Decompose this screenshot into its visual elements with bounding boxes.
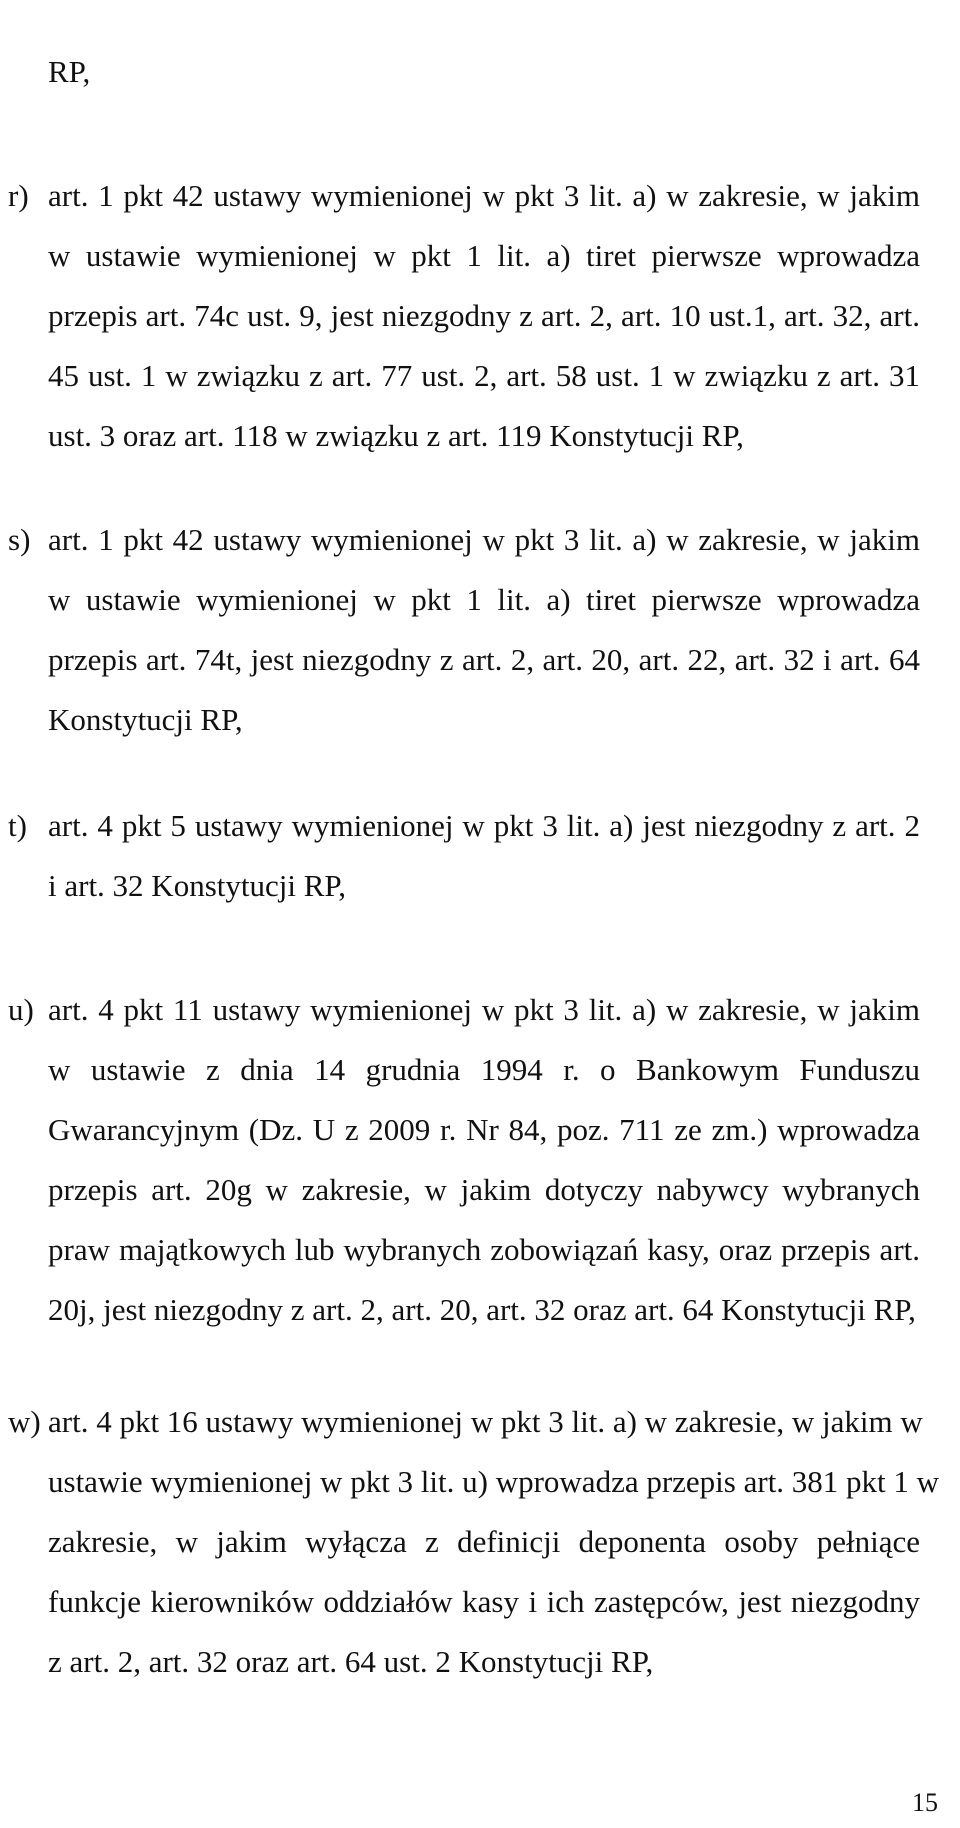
continued-fragment: RP, bbox=[48, 54, 91, 89]
text-line: przepis art. 20g w zakresie, w jakim dotyczy nabywcy wybranych bbox=[48, 1172, 920, 1207]
text-line: zakresie, w jakim wyłącza z definicji deponenta osoby pełniące bbox=[48, 1524, 920, 1559]
text-line: ustawie wymienionej w pkt 3 lit. u) wprowadza przepis art. 381 pkt 1 w bbox=[48, 1464, 940, 1499]
item-text bbox=[48, 1392, 940, 1692]
text-line: w ustawie wymienionej w pkt 1 lit. a) tiret pierwsze wprowadza bbox=[48, 582, 920, 617]
text-line: 45 ust. 1 w związku z art. 77 ust. 2, art. 58 ust. 1 w związku z art. 31 bbox=[48, 358, 920, 393]
text-line: art. 1 pkt 42 ustawy wymienionej w pkt 3 lit. a) w zakresie, w jakim bbox=[48, 178, 920, 213]
item-marker: t) bbox=[8, 808, 27, 843]
item-marker: w) bbox=[8, 1404, 41, 1439]
text-line: art. 4 pkt 11 ustawy wymienionej w pkt 3 lit. a) w zakresie, w jakim bbox=[48, 992, 920, 1027]
text-line: przepis art. 74t, jest niezgodny z art. 2, art. 20, art. 22, art. 32 i art. 64 bbox=[48, 642, 920, 677]
text-line: art. 4 pkt 5 ustawy wymienionej w pkt 3 lit. a) jest niezgodny z art. 2 bbox=[48, 808, 920, 843]
text-line: Gwarancyjnym (Dz. U z 2009 r. Nr 84, poz. 711 ze zm.) wprowadza bbox=[48, 1112, 920, 1147]
item-text bbox=[48, 796, 920, 916]
item-text bbox=[48, 510, 920, 750]
text-line: praw majątkowych lub wybranych zobowiązań kasy, oraz przepis art. bbox=[48, 1232, 920, 1267]
text-line: w ustawie wymienionej w pkt 1 lit. a) tiret pierwsze wprowadza bbox=[48, 238, 920, 273]
text-line: art. 4 pkt 16 ustawy wymienionej w pkt 3 lit. a) w zakresie, w jakim w bbox=[48, 1404, 923, 1439]
text-line: w ustawie z dnia 14 grudnia 1994 r. o Bankowym Funduszu bbox=[48, 1052, 920, 1087]
item-text bbox=[48, 166, 920, 466]
page-number: 15 bbox=[912, 1788, 938, 1817]
text-line: Konstytucji RP, bbox=[48, 702, 243, 737]
text-line: funkcje kierowników oddziałów kasy i ich zastępców, jest niezgodny bbox=[48, 1584, 920, 1619]
item-marker: s) bbox=[8, 522, 31, 557]
item-marker: u) bbox=[8, 992, 34, 1027]
text-line: przepis art. 74c ust. 9, jest niezgodny z art. 2, art. 10 ust.1, art. 32, art. bbox=[48, 298, 920, 333]
text-line: z art. 2, art. 32 oraz art. 64 ust. 2 Konstytucji RP, bbox=[48, 1644, 654, 1679]
text-line: 20j, jest niezgodny z art. 2, art. 20, art. 32 oraz art. 64 Konstytucji RP, bbox=[48, 1292, 916, 1327]
text-line: i art. 32 Konstytucji RP, bbox=[48, 868, 346, 903]
text-line: art. 1 pkt 42 ustawy wymienionej w pkt 3 lit. a) w zakresie, w jakim bbox=[48, 522, 920, 557]
item-marker: r) bbox=[8, 178, 29, 213]
item-text bbox=[48, 980, 920, 1340]
text-line: ust. 3 oraz art. 118 w związku z art. 119 Konstytucji RP, bbox=[48, 418, 744, 453]
